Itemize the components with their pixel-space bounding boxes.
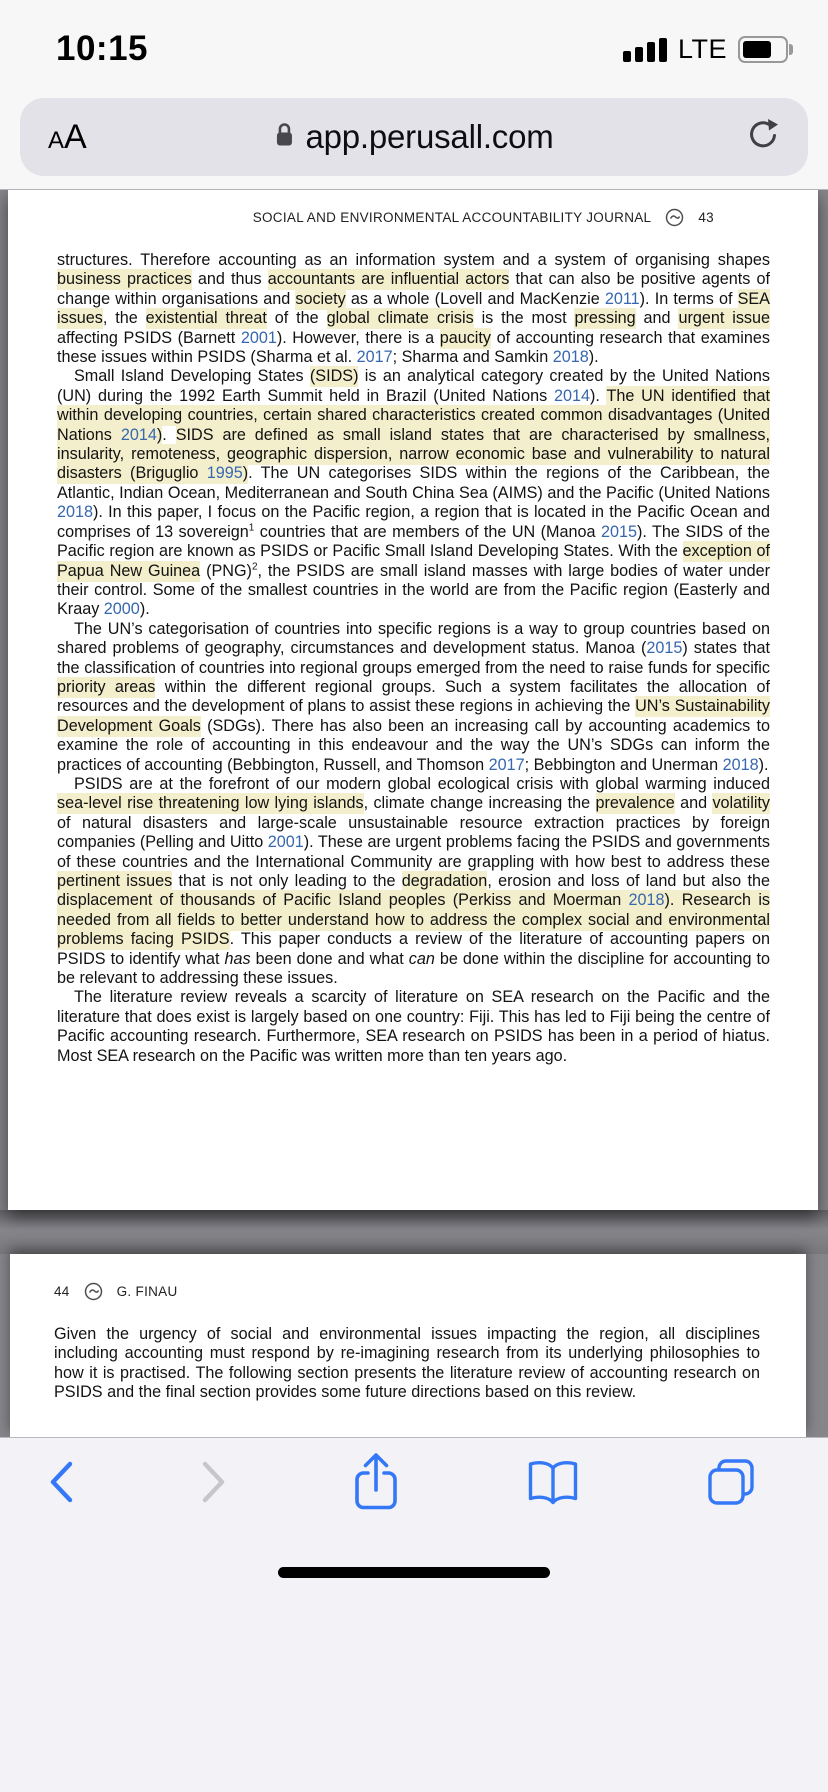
text-segment: ). These are urgent problems facing the PSIDS and governments of these countries and the International Community are grappling with how best to address these	[57, 833, 770, 871]
text-segment: within the different regional groups. Such a system facilitates the allocation of resources and the development of plans to assist these regions in achieving the	[57, 677, 770, 716]
running-head-43	[57, 208, 714, 227]
address-bar-row	[0, 88, 828, 188]
text-segment: is an analytical category created by the United Nations (UN) during the 1992 Earth Summit held in Brazil (United Nations	[57, 367, 771, 405]
text-segment: ; Bebbington and Unerman	[524, 755, 723, 774]
text-segment: that can also be positive agents of change within organisations and	[57, 270, 770, 308]
highlighted-text[interactable]: (SIDS)	[309, 367, 359, 386]
battery-fill	[743, 41, 771, 58]
highlighted-text[interactable]: paucity	[439, 328, 491, 347]
text-segment: Small Island Developing States	[74, 367, 310, 386]
text-segment: , the PSIDS are small island masses with large bodies of water under their control. Some of the smallest countries in the world are from the Pacific region (Easterly and Kraay	[57, 561, 771, 619]
home-indicator[interactable]	[278, 1567, 550, 1578]
url-pill[interactable]	[20, 98, 808, 176]
citation-link[interactable]: 1995	[206, 464, 243, 483]
status-icons	[623, 34, 794, 65]
toolbar-buttons	[0, 1438, 828, 1515]
footnote-superscript: 1	[248, 522, 255, 534]
text-segment: ).	[588, 348, 599, 367]
pdf-page-43[interactable]	[8, 190, 818, 1210]
paragraph	[57, 988, 770, 1066]
highlighted-text[interactable]: SIDS are defined as small island states that are characterised by smallness, insularity, remoteness, geographic dispersion, narrow economic base and vulnerability to natural disasters (Briguglio	[57, 425, 770, 483]
safari-top-chrome	[0, 0, 828, 190]
forward-icon	[201, 1460, 227, 1507]
network-type-label: LTE	[677, 33, 727, 64]
text-segment: ; Sharma and Samkin	[392, 348, 553, 367]
highlighted-text[interactable]: priority areas	[57, 677, 156, 696]
highlighted-text[interactable]: volatility	[712, 794, 771, 813]
citation-link[interactable]: 2018	[57, 503, 94, 522]
text-segment: as a whole (Lovell and MacKenzie	[345, 289, 605, 308]
highlighted-text[interactable]: urgent issue	[678, 309, 771, 328]
citation-link[interactable]: 2015	[600, 522, 637, 541]
signal-bars-icon	[623, 37, 667, 62]
highlighted-text[interactable]: UN’s Sustainability Development Goals	[57, 697, 771, 735]
highlighted-text[interactable]: )	[242, 464, 249, 483]
text-segment: be done within the discipline for accounting to be relevant to addressing these issues.	[57, 949, 770, 988]
highlighted-text[interactable]: existential threat	[145, 309, 267, 328]
running-author: G. FINAU	[116, 1284, 178, 1299]
citation-link[interactable]: 2018	[722, 755, 759, 774]
footnote-superscript: 2	[251, 561, 258, 573]
highlighted-text[interactable]: society	[295, 289, 346, 308]
page-44-text[interactable]	[54, 1325, 760, 1403]
highlighted-text[interactable]: pertinent issues	[57, 872, 173, 890]
highlighted-text[interactable]: prevalence	[595, 794, 675, 813]
paragraph	[54, 1325, 760, 1403]
citation-link[interactable]: 2015	[646, 639, 683, 658]
highlighted-text[interactable]: Research is needed from all fields to better understand how to address the complex social and environmental problems facing PSIDS	[57, 891, 771, 949]
text-segment: .	[162, 425, 176, 444]
highlighted-text[interactable]: pressing	[574, 309, 636, 328]
text-segment: is the most	[473, 309, 575, 328]
text-segment: , erosion and loss of land but also the	[487, 872, 770, 890]
highlighted-text[interactable]: business practices	[57, 270, 192, 289]
back-button[interactable]	[48, 1460, 74, 1507]
text-segment: of natural disasters and large-scale unsustainable resource extraction practices by foreign companies (Pelling and Uitto	[57, 813, 770, 852]
citation-link[interactable]: 2001	[240, 328, 277, 347]
text-segment: Given the urgency of social and environmental issues impacting the region, all disciplines including accounting must respond by re-imagining research from its underlying philosophies to how it is practised. The following section presents the literature review of accounting research on PSIDS and the final section provides some future directions based on this review.	[54, 1325, 760, 1402]
url-display[interactable]	[274, 118, 553, 156]
text-segment: (PNG)	[200, 561, 252, 580]
safari-toolbar	[0, 1437, 828, 1792]
reader-options-button[interactable]: A A	[48, 117, 87, 156]
bookmarks-button[interactable]	[526, 1459, 580, 1508]
page-gap	[0, 1210, 828, 1254]
text-segment: structures. Therefore accounting as an information system and a system of organising shapes	[57, 251, 770, 269]
annotation-marker-icon[interactable]	[84, 1282, 103, 1301]
lock-icon	[274, 121, 294, 153]
url-text[interactable]: app.perusall.com	[305, 118, 554, 155]
highlighted-text[interactable]: exception of Papua New Guinea	[57, 542, 770, 580]
text-segment: and	[674, 794, 713, 813]
status-time: 10:15	[56, 29, 149, 68]
text-segment: The literature review reveals a scarcity of literature on SEA research on the Pacific and the literature that does exist is largely based on one country: Fiji. This has led to Fiji being the centre of Pacific accounting research. Furthermore, SEA research on PSIDS has been in a period of hiatus. Most SEA research on the Pacific was written more than ten years ago.	[57, 988, 770, 1065]
back-icon	[48, 1460, 74, 1507]
text-segment: ).	[590, 386, 607, 405]
share-button[interactable]	[353, 1452, 399, 1515]
battery-nub	[789, 44, 793, 55]
text-segment: ).	[758, 755, 769, 774]
highlighted-text[interactable]: ).	[664, 891, 682, 910]
text-segment: can	[408, 949, 435, 968]
annotation-marker-icon[interactable]	[665, 208, 684, 227]
citation-link[interactable]: 2011	[604, 289, 640, 308]
text-segment: ) states that the classification of countries into regional groups emerged from the need to raise funds for specific	[57, 639, 770, 677]
text-segment: of the	[266, 309, 327, 328]
highlighted-text[interactable]: global climate crisis	[326, 309, 474, 328]
text-segment: The UN’s categorisation of countries into specific regions is a way to group countries based on shared problems of geography, circumstances and development status. Manoa (	[57, 619, 770, 658]
text-segment: (SDGs). There has also been an increasing call by accounting academics to examine the role of accounting in this endeavour and the way the UN’s SDGs can inform the practices of accounting (Bebbington, Russell, and Thomson	[57, 716, 770, 774]
citation-link[interactable]: 2000	[103, 600, 140, 619]
text-segment: ). In this paper, I focus on the Pacific region, a region that is located in the Pacific Ocean and comprises of 13 sovereign	[57, 503, 770, 541]
page-number: 43	[698, 210, 714, 225]
text-segment: has	[224, 949, 251, 968]
citation-link[interactable]: 2017	[488, 755, 525, 774]
highlighted-text[interactable]: SEA issues	[57, 289, 770, 328]
text-segment: ).	[139, 600, 150, 619]
journal-title: SOCIAL AND ENVIRONMENTAL ACCOUNTABILITY JOURNAL	[252, 210, 652, 225]
text-segment: ). The SIDS of the Pacific region are known as PSIDS or Pacific Small Island Developing States. With the	[57, 522, 770, 561]
reload-button[interactable]	[746, 118, 780, 157]
page-number: 44	[54, 1284, 70, 1299]
tabs-button[interactable]	[706, 1457, 756, 1510]
forward-button[interactable]	[201, 1460, 227, 1507]
text-segment: PSIDS are at the forefront of our modern global ecological crisis with global warming induced	[74, 774, 770, 793]
text-segment: been done and what	[250, 949, 409, 968]
citation-link[interactable]: 2014	[554, 386, 591, 405]
running-head-44	[54, 1282, 760, 1301]
text-segment: countries that are members of the UN (Manoa	[254, 522, 601, 541]
bookmarks-icon	[526, 1459, 580, 1508]
highlighted-text[interactable]: accountants are influential actors	[267, 270, 510, 289]
reload-icon	[746, 118, 780, 157]
text-segment: that is not only leading to the	[172, 872, 402, 890]
highlighted-text[interactable]: sea-level rise threatening low lying islands	[57, 794, 364, 813]
page-43-text[interactable]	[57, 251, 770, 1066]
citation-link[interactable]: 2014	[120, 425, 157, 444]
text-segment: and thus	[191, 270, 268, 289]
text-segment: , the	[102, 309, 146, 328]
text-segment: , climate change increasing the	[363, 794, 596, 813]
pdf-page-44[interactable]	[10, 1254, 806, 1437]
text-segment: and	[635, 309, 679, 328]
share-icon	[353, 1452, 399, 1515]
citation-link[interactable]: 2018	[552, 348, 589, 367]
text-segment: affecting PSIDS (Barnett	[57, 328, 241, 347]
paragraph	[57, 775, 770, 988]
document-viewport[interactable]	[0, 190, 828, 1437]
status-bar	[0, 0, 828, 88]
tabs-icon	[706, 1457, 756, 1510]
citation-link[interactable]: 2017	[356, 348, 393, 367]
citation-link[interactable]: 2018	[628, 891, 665, 910]
citation-link[interactable]: 2001	[267, 833, 304, 852]
text-segment: ). However, there is a	[276, 328, 440, 347]
paragraph	[57, 251, 770, 367]
paragraph	[57, 367, 770, 619]
text-segment: ). In terms of	[639, 289, 738, 308]
text-segment: . The UN categorises SIDS within the regions of the Caribbean, the Atlantic, Indian Ocean, Mediterranean and South China Sea (AIMS) and the Pacific (United Nations	[57, 464, 771, 502]
paragraph	[57, 620, 770, 775]
highlighted-text[interactable]: The UN identified that within developing countries, certain shared characteristics created common disadvantages (United Nations	[57, 386, 770, 444]
highlighted-text[interactable]: )	[156, 425, 163, 444]
reader-aa-icon: A	[48, 126, 65, 154]
battery-icon	[738, 36, 788, 63]
highlighted-text[interactable]: degradation	[401, 872, 488, 890]
text-segment: . This paper conducts a review of the literature of accounting papers on PSIDS to identify what	[57, 930, 770, 968]
text-segment: of accounting research that examines these issues within PSIDS (Sharma et al.	[57, 328, 770, 367]
highlighted-text[interactable]: displacement of thousands of Pacific Island peoples (Perkiss and Moerman	[57, 891, 629, 910]
